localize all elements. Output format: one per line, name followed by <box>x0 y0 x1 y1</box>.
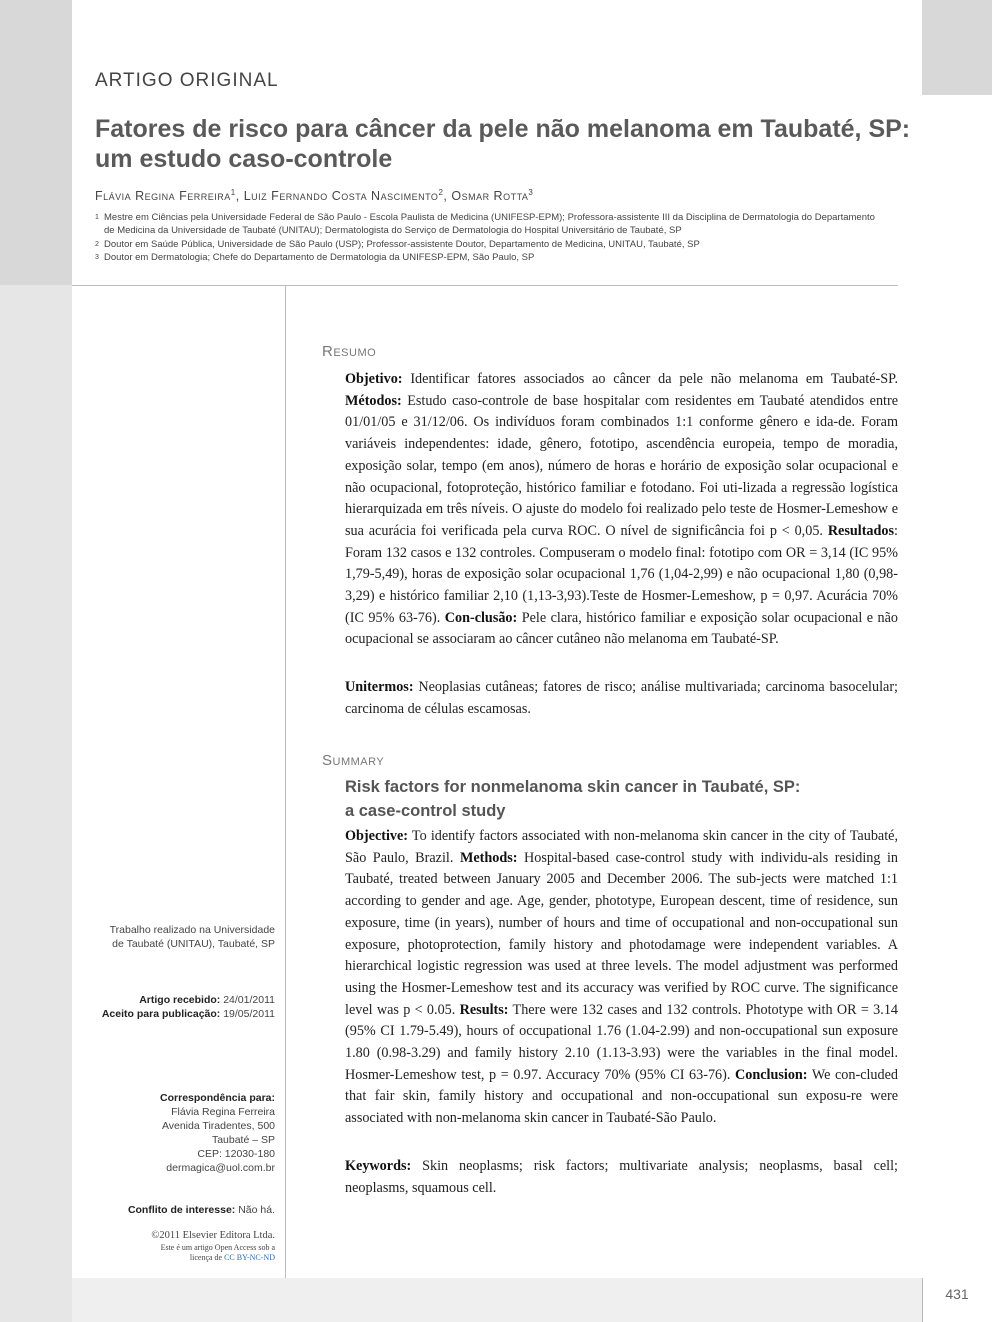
summary-heading: Summary <box>322 752 385 769</box>
affiliation-1-line-2: de Medicina da Universidade de Taubaté (UNITAU); Dermatologista do Serviço de Dermatologia do Hospital Universitário de Taubaté, SP <box>104 224 682 236</box>
accepted-date: 19/05/2011 <box>220 1008 275 1020</box>
correspondence-label: Correspondência para: <box>160 1092 275 1104</box>
conflict-label: Conflito de interesse: <box>127 1204 236 1216</box>
objetivo-label: Objetivo: <box>345 371 403 387</box>
correspondence-email[interactable]: dermagica@uol.com.br <box>166 1162 275 1174</box>
objective-text: To identify factors associated with non-melanoma skin cancer in the city of Taubaté, São Paulo, Brazil. <box>345 828 898 866</box>
methods-label: Methods: <box>459 849 518 866</box>
conclusion-label: Conclusion: <box>735 1066 808 1083</box>
author-2: Luiz Fernando Costa Nascimento <box>243 189 439 204</box>
accepted-label: Aceito para publicação: <box>101 1008 221 1020</box>
author-1-sup: 1 <box>230 188 236 197</box>
article-title <box>95 114 915 174</box>
unitermos-block <box>345 677 898 720</box>
affiliation-2 <box>95 239 905 252</box>
title-line-2: um estudo caso-controle <box>95 145 393 173</box>
work-line-2: de Taubaté (UNITAU), Taubaté, SP <box>112 938 275 950</box>
article-dates <box>80 993 275 1021</box>
affiliation-1-line-1: Mestre em Ciências pela Universidade Federal de São Paulo - Escola Paulista de Medicina (UNIFESP-EPM); Professora-assistente III da Disciplina de Dermatologia do Departamento <box>104 212 875 223</box>
title-line-1: Fatores de risco para câncer da pele não melanoma em Taubaté, SP: <box>95 115 911 143</box>
author-1: Flávia Regina Ferreira <box>95 189 231 204</box>
work-line-1: Trabalho realizado na Universidade <box>109 924 275 936</box>
author-list: Flávia Regina Ferreira$^1$, Luiz Fernando Costa Nascimento$^2$, Osmar Rotta$^3$ <box>95 188 534 204</box>
resumo-heading: Resumo <box>322 343 377 360</box>
affiliation-1 <box>95 212 905 237</box>
metodos-text: Estudo caso-controle de base hospitalar com residentes em Taubaté atendidos entre 01/01/05 e 31/12/06. Os indivíduos foram combinados 1:1 conforme gênero e ida-de. Foram variáveis independentes: idade, gênero, fototipo, ascendência europeia, tempo de moradia, exposição solar, tempo (em anos), número de horas e horário de exposição solar ocupacional e não ocupacional, fotoproteção, histórico familiar e fotodano. Foi uti-lizada a regressão logística hierarquizada em três níveis. O ajuste do modelo foi realizado pelo teste de Hosmer-Lemeshow e sua acurácia foi verificada pela curva ROC. O nível de significância foi p < 0,05. <box>345 392 898 539</box>
author-3-sup: 3 <box>528 188 534 197</box>
results-label: Results: <box>459 1001 509 1018</box>
left-margin-band <box>0 285 72 1322</box>
correspondence-cep: CEP: 12030-180 <box>197 1148 275 1160</box>
affiliation-3-line-1: Doutor em Dermatologia; Chefe do Departamento de Dermatologia da UNIFESP-EPM, São Paulo, SP <box>104 252 535 263</box>
correspondence-name: Flávia Regina Ferreira <box>171 1106 275 1118</box>
unitermos-label: Unitermos: <box>345 679 414 695</box>
unitermos-text: Neoplasias cutâneas; fatores de risco; análise multivariada; carcinoma basocelular; carcinoma de células escamosas. <box>345 679 898 717</box>
section-label: ARTIGO ORIGINAL <box>95 70 279 91</box>
work-location <box>80 923 275 951</box>
correspondence-street: Avenida Tiradentes, 500 <box>161 1120 275 1132</box>
header-gray-block <box>0 0 72 285</box>
affiliation-2-line-1: Doutor em Saúde Pública, Universidade de São Paulo (USP); Professor-assistente Doutor, Departamento de Medicina, UNITAU, Taubaté, SP <box>104 239 700 250</box>
summary-title-line-2: a case-control study <box>345 802 506 820</box>
footer-band <box>72 1278 922 1322</box>
copyright: ©2011 Elsevier Editora Ltda. <box>151 1230 275 1241</box>
page-number: 431 <box>945 1286 969 1302</box>
correspondence-city: Taubaté – SP <box>211 1134 275 1146</box>
results-text: There were 132 cases and 132 controls. Phototype with OR = 3.14 (95% CI 1.79-5.49), hours of occupational 1.76 (1.04-2.99) and non-occupational sun exposure 1.80 (0.98-3.29) and family history 2.10 (1.13-3.93) were the variables in the final model. Hosmer-Lemeshow test, p = 0.97. Accuracy 70% (95% CI 63-76). <box>345 1001 899 1083</box>
license <box>80 1243 275 1263</box>
keywords-label: Keywords: <box>345 1158 412 1174</box>
conclusao-text: Pele clara, histórico familiar e exposição solar ocupacional e não ocupacional se associaram ao câncer cutâneo não melanoma em Taubaté-SP. <box>345 609 899 648</box>
summary-title-line-1: Risk factors for nonmelanoma skin cancer in Taubaté, SP: <box>345 778 801 796</box>
license-line-1: Este é um artigo Open Access sob a <box>160 1243 275 1252</box>
resultados-label: Resultados <box>827 522 895 539</box>
received-date: 24/01/2011 <box>220 994 275 1006</box>
keywords-text: Skin neoplasms; risk factors; multivariate analysis; neoplasms, basal cell; neoplasms, squamous cell. <box>345 1158 898 1196</box>
resultados-text: : Foram 132 casos e 132 controles. Compuseram o modelo final: fototipo com OR = 3,14 (IC 95% 1,79-5,49), horas de exposição solar ocupacional 1,76 (1,04-2,99) e não ocupacional 1,80 (0,98-3,29) e histórico familiar 2,10 (1,13-3,93).Teste de Hosmer-Lemeshow, p = 0,97. Acurácia 70% (IC 95% 63-76). <box>345 522 898 626</box>
objective-label: Objective: <box>345 828 409 844</box>
conflict-text: Não há. <box>235 1204 275 1216</box>
column-divider <box>285 286 286 1278</box>
metodos-label: Métodos: <box>345 392 402 409</box>
summary-title <box>345 775 895 823</box>
license-line-2: licença de <box>189 1253 225 1262</box>
conclusao-label: Con-clusão: <box>444 609 518 626</box>
methods-text: Hospital-based case-control study with individu-als residing in Taubaté, treated between January 2005 and December 2006. The sub-jects were matched 1:1 according to gender and age. Age, gender, phototype, European descent, time of residence, sun exposure, time (in years), number of hours and time of occupational and non-occupational sun exposure, photoprotection, family history and photodamage were independent variables. A hierarchical logistic regression was used at three levels. The model adjustment was performed using the Hosmer-Lemeshow test and its accuracy was verified by ROC curve. The significance level was p < 0.05. <box>345 849 899 1018</box>
affiliation-2-number: 2 <box>95 241 99 248</box>
summary-body <box>345 826 898 1130</box>
affiliation-3 <box>95 252 905 265</box>
affiliation-3-number: 3 <box>95 254 99 261</box>
right-corner-block <box>922 0 992 95</box>
author-2-sup: 2 <box>438 188 444 197</box>
objetivo-text: Identificar fatores associados ao câncer da pele não melanoma em Taubaté-SP. <box>402 371 898 387</box>
license-link[interactable]: CC BY-NC-ND <box>224 1253 275 1262</box>
conflict-of-interest <box>80 1203 275 1217</box>
received-label: Artigo recebido: <box>139 994 221 1006</box>
resumo-body <box>345 369 898 651</box>
affiliation-1-number: 1 <box>95 214 99 221</box>
correspondence <box>80 1091 275 1175</box>
conclusion-text: We con-cluded that fair skin, family history and occupational and non-occupational sun exposu-re were associated with non-melanoma skin cancer in Taubaté-São Paulo. <box>345 1066 899 1127</box>
header-divider <box>72 285 898 286</box>
keywords-block <box>345 1156 898 1199</box>
author-3: Osmar Rotta <box>451 189 529 204</box>
